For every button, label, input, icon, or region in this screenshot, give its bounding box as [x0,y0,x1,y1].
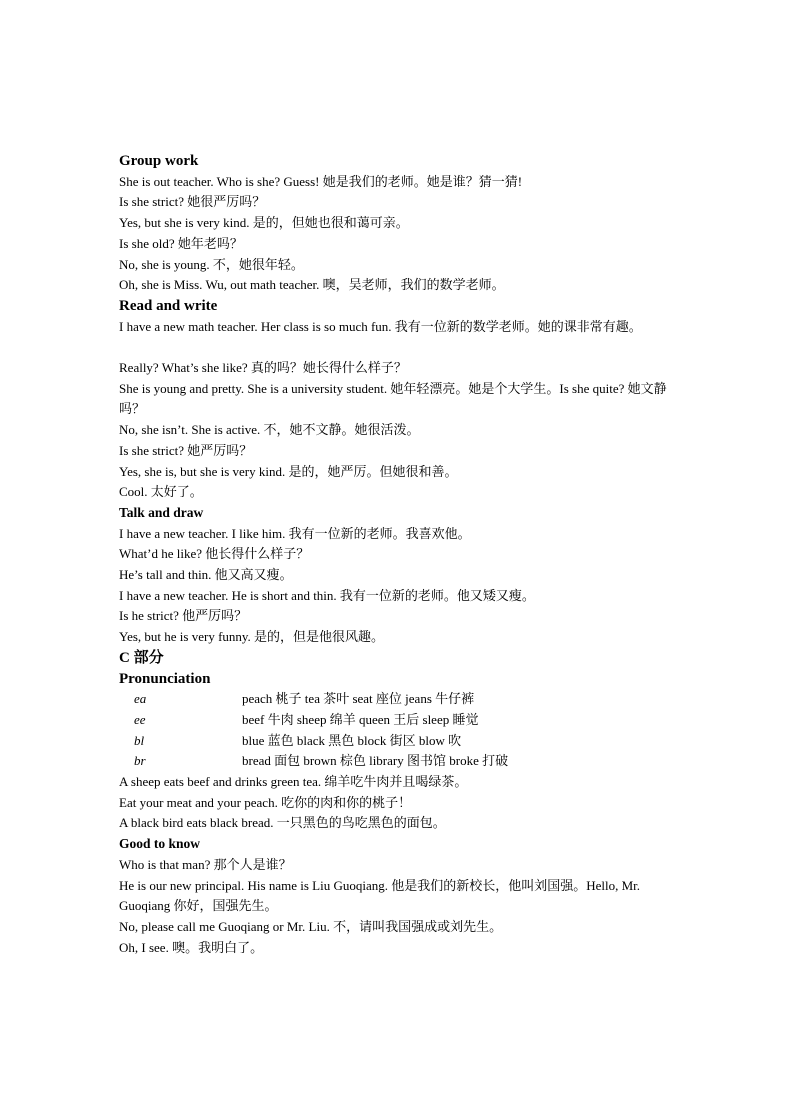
pronunciation-row [119,731,679,752]
dialogue-line: She is young and pretty. She is a university student. 她年轻漂亮。她是个大学生。Is she quite? 她文静吗？ [119,380,667,417]
dialogue-line: Really? What’s she like? 真的吗？她长得什么样子？ [119,360,407,376]
phonics-key: ee [134,711,146,727]
dialogue-line: Yes, but she is very kind. 是的，但她也很和蔼可亲。 [119,215,409,231]
document-body [119,151,679,958]
dialogue-line: What’d he like? 他长得什么样子？ [119,546,310,562]
blank-line [119,337,679,358]
dialogue-line: He’s tall and thin. 他又高又瘦。 [119,567,293,583]
heading-read-and-write: Read and write [119,297,218,314]
dialogue-line: Oh, I see. 噢。我明白了。 [119,939,264,955]
heading-good-to-know: Good to know [119,836,201,852]
dialogue-line: Is he strict? 他严厉吗？ [119,608,248,624]
phonics-words: peach 桃子 tea 茶叶 seat 座位 jeans 牛仔裤 [242,691,475,707]
phonics-key: br [134,753,146,769]
dialogue-line: Who is that man? 那个人是谁？ [119,856,292,872]
dialogue-line: Is she strict? 她很严厉吗？ [119,194,266,210]
example-sentence: A black bird eats black bread. 一只黑色的鸟吃黑色的面包。 [119,815,446,831]
example-sentence: A sheep eats beef and drinks green tea. 绵羊吃牛肉并且喝绿茶。 [119,774,468,790]
dialogue-line: No, she is young. 不，她很年轻。 [119,256,304,272]
dialogue-line: He is our new principal. His name is Liu Guoqiang. 他是我们的新校长，他叫刘国强。Hello, Mr. Guoqiang 你好，国强先生。 [119,877,641,914]
dialogue-line: Is she old? 她年老吗？ [119,235,243,251]
heading-part-c: C 部分 [119,649,164,666]
dialogue-line: I have a new teacher. He is short and thin. 我有一位新的老师。他又矮又瘦。 [119,587,535,603]
dialogue-line: Oh, she is Miss. Wu, out math teacher. 噢，吴老师，我们的数学老师。 [119,277,505,293]
heading-pronunciation: Pronunciation [119,670,211,687]
phonics-words: bread 面包 brown 棕色 library 图书馆 broke 打破 [242,753,509,769]
heading-group-work: Group work [119,153,199,169]
dialogue-line: No, please call me Guoqiang or Mr. Liu. 不，请叫我国强成或刘先生。 [119,918,503,934]
pronunciation-row [119,751,679,772]
phonics-words: beef 牛肉 sheep 绵羊 queen 王后 sleep 睡觉 [242,711,479,727]
dialogue-line: I have a new teacher. I like him. 我有一位新的老师。我喜欢他。 [119,525,471,541]
pronunciation-row [119,689,679,710]
example-sentence: Eat your meat and your peach. 吃你的肉和你的桃子！ [119,794,412,810]
pronunciation-row [119,710,679,731]
phonics-key: ea [134,691,147,707]
dialogue-line: She is out teacher. Who is she? Guess! 她是我们的老师。她是谁？猜一猜! [119,173,523,189]
dialogue-line: Yes, but he is very funny. 是的，但是他很风趣。 [119,629,385,645]
phonics-key: bl [134,732,145,748]
dialogue-line: No, she isn’t. She is active. 不，她不文静。她很活泼。 [119,422,420,438]
heading-talk-and-draw: Talk and draw [119,504,204,520]
dialogue-line: I have a new math teacher. Her class is so much fun. 我有一位新的数学老师。她的课非常有趣。 [119,318,642,334]
phonics-words: blue 蓝色 black 黑色 block 街区 blow 吹 [242,732,462,748]
dialogue-line: Is she strict? 她严厉吗？ [119,442,253,458]
dialogue-line: Yes, she is, but she is very kind. 是的，她严厉。但她很和善。 [119,463,458,479]
dialogue-line: Cool. 太好了。 [119,484,203,500]
